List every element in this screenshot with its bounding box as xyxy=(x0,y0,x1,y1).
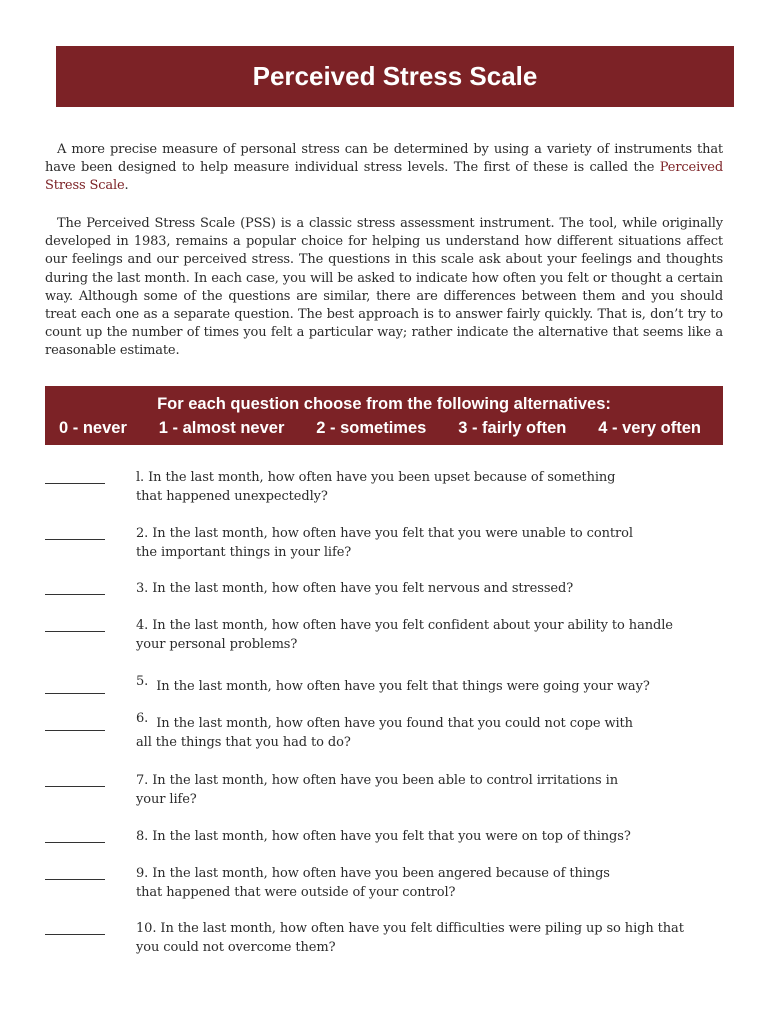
question-text: l. In the last month, how often have you been upset because of something that happened unexpectedly? xyxy=(136,470,616,504)
question-text: 5. In the last month, how often have you felt that things were going your way? xyxy=(136,674,650,694)
alternatives-box xyxy=(45,386,723,445)
alternatives-heading: For each question choose from the following alternatives: xyxy=(157,395,611,413)
question-10 xyxy=(45,919,745,959)
answer-blank[interactable] xyxy=(45,934,105,935)
question-text: 6. In the last month, how often have you found that you could not cope with all the things that you had to do? xyxy=(136,711,633,750)
answer-blank[interactable] xyxy=(45,594,105,595)
question-text: 7. In the last month, how often have you been able to control irritations in your life? xyxy=(136,773,618,807)
option-sometimes: 2 - sometimes xyxy=(316,419,427,437)
option-never: 0 - never xyxy=(59,419,127,437)
question-text: 8. In the last month, how often have you felt that you were on top of things? xyxy=(136,829,631,844)
question-4 xyxy=(45,616,745,656)
answer-blank[interactable] xyxy=(45,693,105,694)
answer-blank[interactable] xyxy=(45,879,105,880)
question-9 xyxy=(45,864,745,904)
question-6 xyxy=(45,711,745,755)
intro-paragraph-2: The Perceived Stress Scale (PSS) is a classic stress assessment instrument. The tool, while originally developed in 1983, remains a popular choice for helping us understand how different situations affect our feelings and our perceived stress. The questions in this scale ask about your feelings and thoughts during the last month. In each case, you will be asked to indicate how often you felt or thought a certain way. Although some of the questions are similar, there are differences between them and you should treat each one as a separate question. The best approach is to answer fairly quickly. That is, don’t try to count up the number of times you felt a particular way; rather indicate the alternative that seems like a reasonable estimate. xyxy=(45,216,723,359)
question-text: 10. In the last month, how often have you felt difficulties were piling up so high that you could not overcome them? xyxy=(136,921,684,955)
intro-p1-text: A more precise measure of personal stress can be determined by using a variety of instruments that have been designed to help measure individual stress levels. The first of these is called the xyxy=(45,142,723,176)
question-1 xyxy=(45,468,745,508)
answer-blank[interactable] xyxy=(45,842,105,843)
question-7 xyxy=(45,771,745,811)
question-text: 3. In the last month, how often have you felt nervous and stressed? xyxy=(136,581,574,596)
question-text: 9. In the last month, how often have you been angered because of things that happened that were outside of your control? xyxy=(136,866,610,900)
option-almost-never: 1 - almost never xyxy=(158,419,285,437)
question-2 xyxy=(45,524,745,564)
intro-paragraph-1 xyxy=(45,141,723,196)
alternatives-options xyxy=(59,419,701,438)
answer-blank[interactable] xyxy=(45,539,105,540)
pss-highlight: Perceived Stress Scale xyxy=(45,160,723,194)
question-3 xyxy=(45,579,745,619)
question-text: 2. In the last month, how often have you felt that you were unable to control the important things in your life? xyxy=(136,526,633,560)
answer-blank[interactable] xyxy=(45,483,105,484)
answer-blank[interactable] xyxy=(45,786,105,787)
page-title: Perceived Stress Scale xyxy=(56,46,734,107)
answer-blank[interactable] xyxy=(45,631,105,632)
option-very-often: 4 - very often xyxy=(598,419,701,437)
question-8 xyxy=(45,827,745,867)
question-text: 4. In the last month, how often have you felt confident about your ability to handle your personal problems? xyxy=(136,618,673,652)
answer-blank[interactable] xyxy=(45,730,105,731)
intro-p1-end: . xyxy=(124,178,129,194)
option-fairly-often: 3 - fairly often xyxy=(458,419,567,437)
